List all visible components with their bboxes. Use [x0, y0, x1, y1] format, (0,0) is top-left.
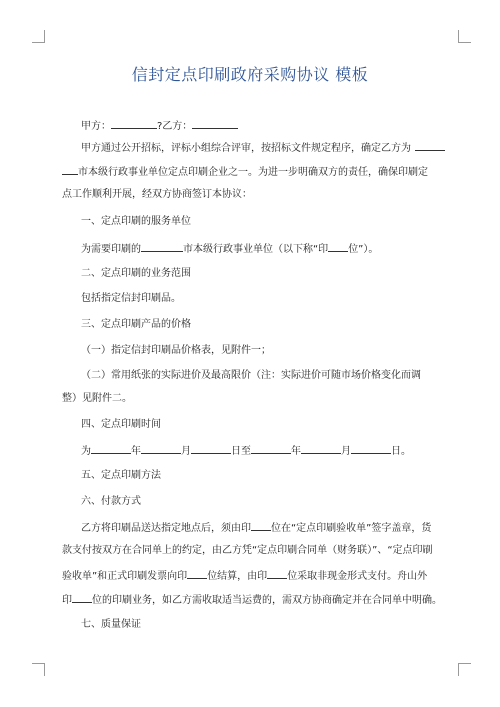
section-1-heading: 一、定点印刷的服务单位 [81, 216, 191, 227]
section-3-item-2-line-2: 整）见附件二。 [62, 393, 132, 404]
party-b-label: ?乙方： [157, 121, 193, 132]
intro-text-2: 市本级行政事业单位定点印刷企业之一。为进一步明确双方的责任，确保印刷定 [78, 167, 428, 178]
supplier-name-blank-cont[interactable] [62, 164, 78, 175]
start-year-blank[interactable] [91, 443, 131, 454]
section-6-para-line-3 [62, 568, 427, 584]
s1-text-c: 位”）。 [348, 244, 379, 255]
s6-unit-blank-4[interactable] [72, 592, 92, 603]
s1-text-b: 市本级行政事业单位（以下称“印 [183, 244, 329, 255]
s6-text-p4b: 位的印刷业务，如乙方需收取适当运费的，需双方协商确定并在合同单中明确。 [92, 595, 442, 606]
s1-text-a: 为需要印刷的 [81, 244, 141, 255]
section-2-text: 包括指定信封印刷品。 [81, 293, 181, 304]
intro-text-1: 甲方通过公开招标，评标小组综合评审，按招标文件规定程序，确定乙方为 [81, 143, 411, 154]
section-2-heading: 二、定点印刷的业务范围 [81, 268, 191, 279]
s6-unit-blank-1[interactable] [251, 520, 271, 531]
section-6-para-line-2: 款支付按双方在合同单上的约定，由乙方凭“定点印刷合同单（财务联）”、“定点印刷 [62, 545, 433, 556]
s6-unit-blank-3[interactable] [267, 568, 287, 579]
corner-mark-bottom-right [458, 663, 471, 676]
end-year-blank[interactable] [251, 443, 291, 454]
s1-city-blank[interactable] [141, 241, 183, 252]
s4-text-rizhi: 日至 [231, 446, 251, 457]
end-month-blank[interactable] [301, 443, 341, 454]
end-day-blank[interactable] [351, 443, 391, 454]
s4-text-ri: 日。 [391, 446, 411, 457]
s6-text-p4a: 印 [62, 595, 72, 606]
supplier-name-blank[interactable] [415, 140, 445, 151]
s6-unit-blank-2[interactable] [187, 568, 207, 579]
corner-mark-bottom-left [32, 663, 45, 676]
section-4-date-line [81, 443, 411, 459]
s6-text-p3c: 位采取非现金形式支付。舟山外 [287, 571, 428, 582]
party-a-label: 甲方： [81, 121, 111, 132]
start-day-blank[interactable] [191, 443, 231, 454]
corner-mark-top-right [458, 30, 471, 43]
party-b-blank[interactable] [192, 118, 238, 129]
start-month-blank[interactable] [141, 443, 181, 454]
document-title: 信封定点印刷政府采购协议 模板 [131, 65, 369, 84]
section-5-heading: 五、定点印刷方法 [81, 470, 161, 481]
section-6-para-line-4 [62, 592, 442, 608]
party-a-blank[interactable] [111, 118, 157, 129]
s4-text-yue2: 月 [341, 446, 351, 457]
section-3-heading: 三、定点印刷产品的价格 [81, 319, 191, 330]
section-7-heading: 七、质量保证 [81, 619, 141, 630]
s1-unit-blank[interactable] [328, 241, 348, 252]
parties-line [81, 118, 238, 134]
section-6-para-line-1 [81, 520, 431, 536]
corner-mark-top-left [32, 30, 45, 43]
section-4-heading: 四、定点印刷时间 [81, 419, 161, 430]
intro-line-2 [62, 164, 428, 180]
s4-text-nian: 年 [131, 446, 141, 457]
section-3-item-1: （一）指定信封印刷品价格表，见附件一； [81, 345, 271, 356]
section-6-heading: 六、付款方式 [81, 496, 141, 507]
s4-text-yue: 月 [181, 446, 191, 457]
intro-line-3: 点工作顺利开展，经双方协商签订本协议： [62, 189, 252, 200]
s4-text-wei: 为 [81, 446, 91, 457]
section-1-text [81, 241, 378, 257]
s6-text-p1a: 乙方将印刷品送达指定地点后，须由印 [81, 523, 251, 534]
s6-text-p3b: 位结算，由印 [207, 571, 268, 582]
s4-text-nian2: 年 [291, 446, 301, 457]
intro-line-1 [81, 140, 445, 156]
s6-text-p1b: 位在“定点印刷验收单”签字盖章，货 [271, 523, 432, 534]
s6-text-p3a: 验收单”和正式印刷发票向印 [62, 571, 188, 582]
section-3-item-2-line-1: （二）常用纸张的实际进价及最高限价（注：实际进价可随市场价格变化而调 [81, 370, 421, 381]
